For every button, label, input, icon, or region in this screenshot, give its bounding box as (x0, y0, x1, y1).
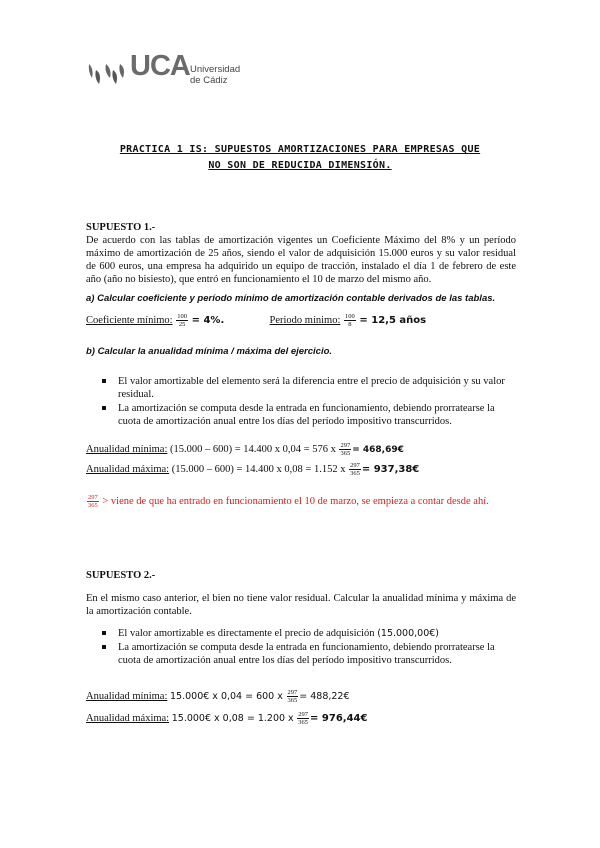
supuesto1-note (86, 494, 526, 509)
supuesto2-bullets (90, 627, 516, 668)
anual-min-result: = 468,69€ (352, 444, 404, 455)
anual-min-fraction: $\frac{297}{365}$ (340, 442, 351, 457)
logo-university-name: Universidad de Cádiz (190, 64, 241, 86)
anual-min-expr-2: 15.000€ x 0,04 = 600 x (170, 690, 283, 702)
list-item: La amortización se computa desde la entrada en funcionamiento, debiendo prorratearse la cuota de amortización anual entre los días del período impositivo transcurridos. (90, 402, 516, 428)
supuesto1-coef-row (86, 313, 516, 328)
logo-uca-text: UCA (130, 50, 190, 82)
supuesto2-anual-min (86, 689, 516, 704)
supuesto1-section (86, 221, 516, 286)
anual-max-expr: (15.000 – 600) = 14.400 x 0,08 = 1.152 x (171, 463, 346, 475)
anual-min-fraction-2: $\frac{297}{365}$ (287, 689, 298, 704)
periodo-label: Periodo mínimo: (269, 314, 341, 326)
anual-max-label: Anualidad máxima: (86, 463, 170, 475)
supuesto1-question-b: b) Calcular la anualidad mínima / máxima del ejercicio. (86, 346, 333, 357)
periodo-result: = 12,5 años (359, 314, 427, 326)
supuesto1-anual-min (86, 442, 516, 457)
anual-max-expr-2: 15.000€ x 0,08 = 1.200 x (171, 712, 294, 724)
supuesto2-anual-max (86, 711, 516, 726)
document-title (86, 142, 514, 174)
anual-min-result-2: = 488,22€ (299, 690, 350, 702)
supuesto2-heading: SUPUESTO 2.- (86, 570, 156, 581)
anual-max-fraction: $\frac{297}{365}$ (350, 462, 360, 477)
list-item: La amortización se computa desde la entrada en funcionamiento, debiendo prorratearse la cuota de amortización anual entre los días del período impositivo transcurridos. (90, 641, 516, 667)
supuesto1-heading: SUPUESTO 1.- (86, 222, 156, 233)
uca-leaf-icon (86, 60, 126, 90)
coef-result: = 4%. (191, 314, 225, 326)
bullet1-value: (15.000,00€) (377, 628, 439, 639)
coef-fraction: $\frac{100}{25}$ (177, 313, 187, 328)
supuesto1-question-a: a) Calcular coeficiente y período mínimo de amortización contable derivados de las tablas. (86, 293, 496, 304)
note-fraction: $\frac{297}{365}$ (88, 494, 98, 509)
title-line-1: PRACTICA 1 IS: SUPUESTOS AMORTIZACIONES PARA EMPRESAS QUE (119, 144, 481, 155)
anual-max-result-2: = 976,44€ (310, 712, 368, 724)
list-item: El valor amortizable es directamente el precio de adquisición (15.000,00€) (90, 627, 516, 640)
university-logo (86, 50, 241, 94)
anual-max-fraction-2: $\frac{297}{365}$ (298, 711, 309, 726)
supuesto2-intro: En el mismo caso anterior, el bien no tiene valor residual. Calcular la anualidad mínima y máxima de la amortización contable. (86, 593, 516, 617)
coef-label: Coeficiente mínimo: (86, 314, 173, 326)
anual-min-expr: (15.000 – 600) = 14.400 x 0,04 = 576 x (170, 443, 336, 455)
supuesto1-anual-max (86, 462, 516, 477)
periodo-fraction: $\frac{100}{8}$ (345, 313, 355, 328)
anual-min-label-2: Anualidad mínima: (86, 690, 168, 702)
supuesto1-intro: De acuerdo con las tablas de amortización vigentes un Coeficiente Máximo del 8% y un período máximo de amortización de 25 años, siendo el valor de adquisición 15.000 euros y su valor residual de 600 euros, una empresa ha adquirido un equipo de tracción, instalado el día 1 de febrero de este año (año no bisiesto), que entró en funcionamiento el 10 de marzo del mismo año. (86, 235, 516, 285)
anual-max-label-2: Anualidad máxima: (86, 712, 170, 724)
list-item: El valor amortizable del elemento será la diferencia entre el precio de adquisición y su valor residual. (90, 375, 516, 401)
supuesto1-bullets (90, 375, 516, 429)
anual-min-label: Anualidad mínima: (86, 443, 168, 455)
note-text: > viene de que ha entrado en funcionamiento el 10 de marzo, se empieza a contar desde ahí. (102, 495, 489, 507)
title-line-2: NO SON DE REDUCIDA DIMENSIÓN. (208, 160, 392, 171)
anual-max-result: = 937,38€ (361, 463, 420, 475)
